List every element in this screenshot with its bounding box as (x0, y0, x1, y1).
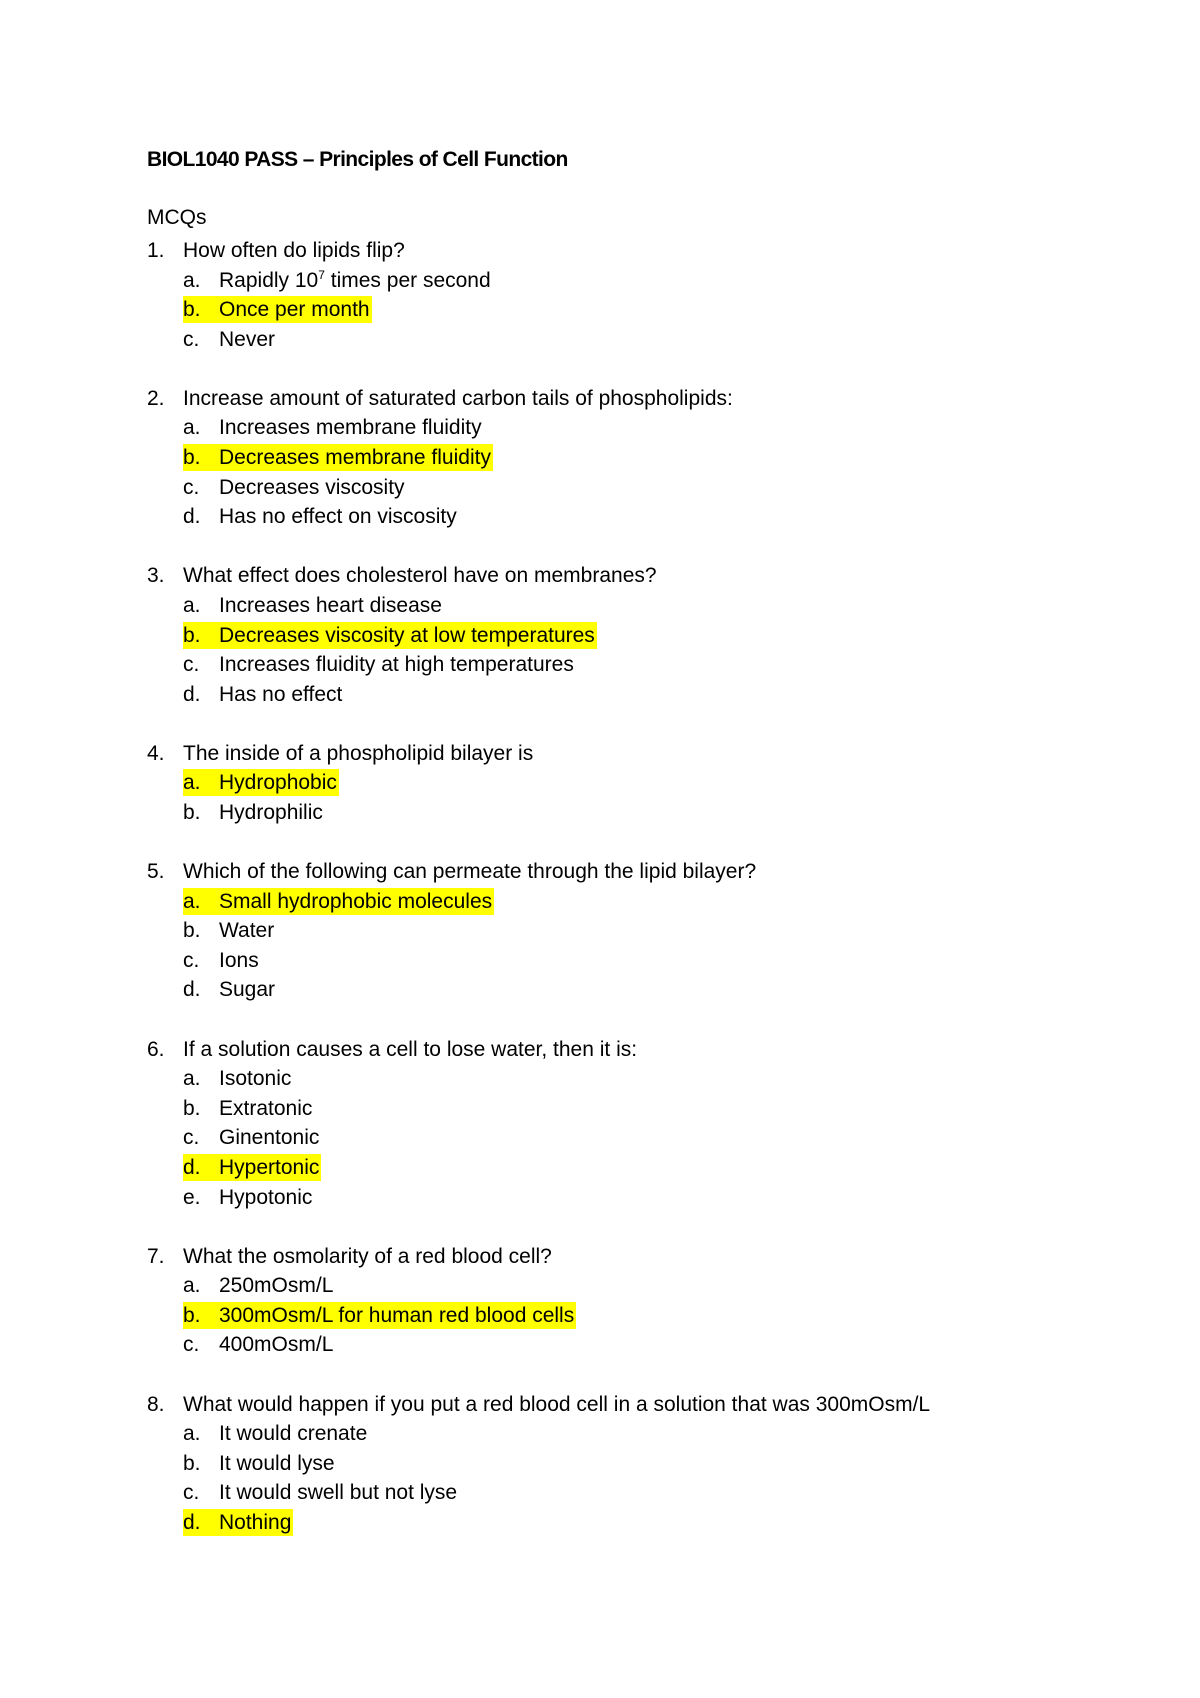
option-text-tail: times per second (324, 268, 491, 292)
answer-highlight (183, 769, 339, 796)
answer-content (183, 1450, 335, 1477)
option-text: Decreases membrane fluidity (219, 446, 491, 470)
answer-content (183, 267, 491, 294)
answer-content (183, 503, 457, 530)
answer-content (183, 326, 275, 353)
option-text-wrap (219, 1333, 333, 1356)
option-letter: a. (183, 416, 201, 440)
question-stem (147, 236, 1147, 266)
question-text: Which of the following can permeate through the lipid bilayer? (183, 860, 757, 884)
answer-option-correct (147, 443, 1147, 473)
answer-content (183, 474, 405, 501)
question-stem (147, 739, 1147, 769)
option-text-wrap (219, 1511, 291, 1534)
question-item (147, 857, 1147, 1005)
option-superscript: 7 (318, 267, 325, 282)
option-letter: b. (183, 919, 201, 943)
option-letter: a. (183, 1422, 201, 1446)
answer-content (183, 917, 274, 944)
option-text-wrap (219, 771, 337, 794)
answer-option-correct (147, 1508, 1147, 1538)
option-text: Sugar (219, 978, 276, 1002)
option-text: Nothing (219, 1510, 292, 1534)
option-text-wrap (219, 476, 405, 499)
option-letter: c. (183, 1333, 200, 1357)
answer-content (183, 1479, 457, 1506)
option-letter: a. (183, 268, 201, 292)
question-item (147, 384, 1147, 532)
answer-option (147, 1064, 1147, 1094)
option-letter: b. (183, 623, 201, 647)
option-text: Extratonic (219, 1096, 313, 1120)
answer-content (183, 1184, 312, 1211)
question-number: 2. (147, 386, 165, 410)
question-text: The inside of a phospholipid bilayer is (183, 741, 534, 765)
option-text: Has no effect on viscosity (219, 505, 457, 529)
option-letter: b. (183, 1451, 201, 1475)
answer-content (183, 1331, 333, 1358)
answer-content (183, 1124, 319, 1151)
option-letter: b. (183, 1096, 201, 1120)
answer-option-correct (147, 887, 1147, 917)
option-text-wrap (219, 890, 492, 913)
answer-option-correct (147, 768, 1147, 798)
option-text-wrap (219, 1274, 333, 1297)
option-text: Ions (219, 948, 259, 972)
option-text: Increases fluidity at high temperatures (219, 653, 574, 677)
option-letter: c. (183, 653, 200, 677)
option-letter: c. (183, 1481, 200, 1505)
option-text-wrap (219, 683, 342, 706)
answer-option (147, 1419, 1147, 1449)
option-letter: b. (183, 1303, 201, 1327)
option-text: Decreases viscosity (219, 475, 405, 499)
option-text: Once per month (219, 298, 370, 322)
question-item (147, 1242, 1147, 1360)
answer-option-correct (147, 295, 1147, 325)
question-item (147, 739, 1147, 828)
option-text-wrap (219, 1452, 335, 1475)
option-text-wrap (219, 1067, 291, 1090)
answer-option (147, 975, 1147, 1005)
option-letter: b. (183, 298, 201, 322)
question-item (147, 1035, 1147, 1213)
option-text: 250mOsm/L (219, 1274, 334, 1298)
question-stem (147, 1390, 1147, 1420)
question-number: 7. (147, 1244, 165, 1268)
answer-option-correct (147, 621, 1147, 651)
option-text-wrap (219, 1097, 312, 1120)
option-text: Hydrophilic (219, 801, 323, 824)
answer-option (147, 916, 1147, 946)
answer-option (147, 1123, 1147, 1153)
document-title: BIOL1040 PASS – Principles of Cell Function (147, 148, 568, 171)
answer-content (183, 1095, 312, 1122)
answer-highlight (183, 888, 494, 915)
answer-option (147, 1271, 1147, 1301)
answer-content (183, 976, 275, 1003)
answer-option (147, 1478, 1147, 1508)
option-text-wrap (219, 653, 574, 676)
answer-option (147, 650, 1147, 680)
option-text-wrap (219, 328, 275, 351)
option-text: Never (219, 327, 276, 351)
question-number: 1. (147, 239, 165, 262)
question-text: How often do lipids flip? (183, 239, 405, 262)
option-text-wrap (219, 624, 595, 647)
option-letter: a. (183, 771, 201, 795)
option-text: Hydrophobic (219, 771, 337, 795)
option-text-wrap (219, 1481, 457, 1504)
question-item (147, 236, 1147, 354)
option-text: Hypotonic (219, 1185, 313, 1209)
option-text-wrap (219, 1422, 367, 1445)
answer-option-correct (147, 1301, 1147, 1331)
question-number: 5. (147, 860, 165, 884)
option-letter: a. (183, 1067, 201, 1091)
option-text: 400mOsm/L (219, 1333, 334, 1357)
option-text-wrap (219, 298, 370, 321)
question-stem (147, 384, 1147, 414)
option-text: Isotonic (219, 1067, 292, 1091)
option-text: Small hydrophobic molecules (219, 889, 493, 913)
answer-content (183, 799, 323, 826)
option-text-wrap (219, 1186, 312, 1209)
option-letter: b. (183, 446, 201, 470)
answer-content (183, 1420, 367, 1447)
answer-option (147, 266, 1147, 296)
option-text: 300mOsm/L for human red blood cells (219, 1303, 575, 1327)
answer-option (147, 946, 1147, 976)
answer-highlight (183, 444, 493, 471)
question-text: What the osmolarity of a red blood cell? (183, 1244, 552, 1268)
option-text-wrap (219, 1156, 319, 1179)
answer-highlight (183, 296, 372, 323)
option-letter: c. (183, 475, 200, 499)
option-text-wrap (219, 978, 275, 1001)
answer-highlight (183, 1302, 576, 1329)
answer-content (183, 1272, 333, 1299)
answer-highlight (183, 1509, 293, 1536)
option-text-wrap (219, 1304, 574, 1327)
option-text-wrap (219, 505, 457, 528)
answer-content (183, 651, 574, 678)
answer-option (147, 473, 1147, 503)
option-text: Has no effect (219, 682, 343, 706)
answer-option (147, 798, 1147, 828)
question-text: What would happen if you put a red blood cell in a solution that was 300mOsm/L (183, 1392, 931, 1416)
answer-content (183, 681, 342, 708)
option-text-wrap (219, 1126, 319, 1149)
option-letter: e. (183, 1185, 201, 1209)
option-text: Water (219, 919, 275, 943)
option-letter: a. (183, 889, 201, 913)
answer-option (147, 1183, 1147, 1213)
option-text: It would swell but not lyse (219, 1481, 458, 1505)
question-stem (147, 857, 1147, 887)
question-stem (147, 1242, 1147, 1272)
answer-option (147, 1449, 1147, 1479)
answer-highlight (183, 622, 597, 649)
answer-content (183, 1065, 291, 1092)
option-text-wrap (219, 269, 491, 292)
option-text-wrap (219, 416, 482, 439)
option-letter: a. (183, 1274, 201, 1298)
option-letter: d. (183, 682, 201, 706)
option-text: Decreases viscosity at low temperatures (219, 623, 595, 647)
option-text-wrap (219, 949, 259, 972)
option-letter: d. (183, 978, 201, 1002)
option-text: Hypertonic (219, 1155, 320, 1179)
answer-option (147, 1094, 1147, 1124)
option-text: Increases heart disease (219, 593, 442, 617)
option-text: Rapidly 10 (219, 268, 319, 292)
option-text: It would crenate (219, 1422, 368, 1446)
option-letter: c. (183, 948, 200, 972)
answer-highlight (183, 1154, 321, 1181)
answer-content (183, 592, 442, 619)
option-text-wrap (219, 919, 274, 942)
question-number: 8. (147, 1392, 165, 1416)
answer-content (183, 414, 482, 441)
option-letter: c. (183, 327, 200, 351)
question-number: 4. (147, 741, 165, 765)
option-text: Increases membrane fluidity (219, 416, 482, 440)
question-list (147, 236, 1147, 1567)
answer-option (147, 502, 1147, 532)
answer-option (147, 325, 1147, 355)
option-text: Ginentonic (219, 1126, 320, 1150)
option-letter: d. (183, 1155, 201, 1179)
question-item (147, 561, 1147, 709)
question-text: If a solution causes a cell to lose water, then it is: (183, 1037, 638, 1061)
question-text: What effect does cholesterol have on membranes? (183, 564, 657, 588)
answer-option (147, 1330, 1147, 1360)
answer-content (183, 947, 259, 974)
answer-option (147, 413, 1147, 443)
question-stem (147, 561, 1147, 591)
option-letter: b. (183, 801, 201, 824)
option-text-wrap (219, 594, 442, 617)
option-text-wrap (219, 446, 491, 469)
option-letter: c. (183, 1126, 200, 1150)
answer-option (147, 591, 1147, 621)
question-number: 3. (147, 564, 165, 588)
question-text: Increase amount of saturated carbon tails of phospholipids: (183, 386, 733, 410)
section-label: MCQs (147, 206, 207, 229)
question-number: 6. (147, 1037, 165, 1061)
option-text-wrap (219, 801, 323, 824)
option-letter: a. (183, 593, 201, 617)
question-stem (147, 1035, 1147, 1065)
answer-option (147, 680, 1147, 710)
option-letter: d. (183, 505, 201, 529)
option-letter: d. (183, 1510, 201, 1534)
answer-option-correct (147, 1153, 1147, 1183)
question-item (147, 1390, 1147, 1538)
option-text: It would lyse (219, 1451, 335, 1475)
